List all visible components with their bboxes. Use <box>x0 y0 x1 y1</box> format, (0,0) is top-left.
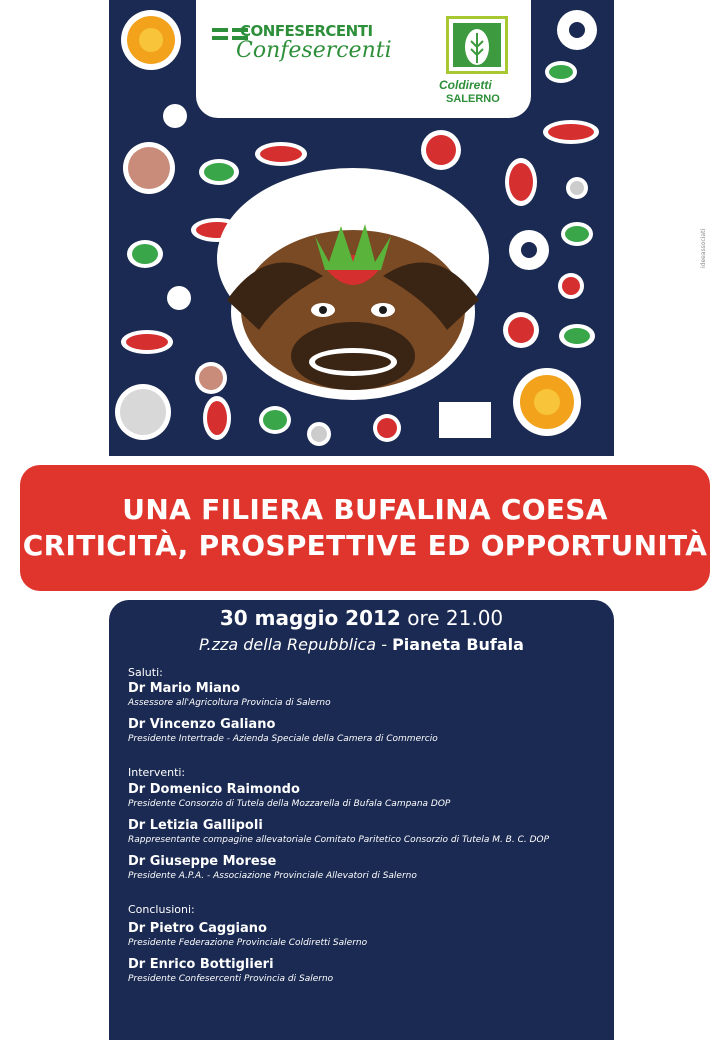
speaker-role: Rappresentante compagine allevatoriale Comitato Paritetico Consorzio di Tutela M. B. C. DOP <box>128 835 550 845</box>
wheat-icon <box>449 19 505 71</box>
event-date-time <box>109 606 614 630</box>
title-banner <box>20 465 710 591</box>
leaf-icon <box>545 61 577 83</box>
designer-credit: ideeassociati <box>700 228 707 268</box>
sun-icon <box>513 368 581 436</box>
speaker-role: Presidente Federazione Provinciale Coldiretti Salerno <box>128 938 368 948</box>
speaker-name: Dr Letizia Gallipoli <box>128 818 263 833</box>
flower-icon <box>167 286 191 310</box>
speaker-role: Presidente Confesercenti Provincia di Salerno <box>128 974 334 984</box>
event-date: 30 maggio 2012 <box>219 606 401 630</box>
speaker-name: Dr Mario Miano <box>128 681 241 696</box>
sun-icon <box>121 10 181 70</box>
leaf-icon <box>199 159 239 185</box>
strawberry-icon <box>421 130 461 170</box>
title-line-2: CRITICITÀ, PROSPETTIVE ED OPPORTUNITÀ <box>22 529 708 562</box>
confesercenti-logo-text: CONFESERCENTI <box>240 22 373 40</box>
leaf-icon <box>559 324 595 348</box>
speaker-role: Presidente Intertrade - Azienda Speciale della Camera di Commercio <box>128 734 438 744</box>
event-venue <box>109 635 614 654</box>
event-details-panel <box>109 600 614 1040</box>
section-heading-conclusioni: Conclusioni: <box>128 903 195 916</box>
pepper-icon <box>121 330 173 354</box>
seed-icon <box>307 422 331 446</box>
pepper-icon <box>505 158 537 206</box>
garlic-icon <box>115 384 171 440</box>
strawberry-icon <box>373 414 401 442</box>
speaker-role: Presidente Consorzio di Tutela della Mozzarella di Bufala Campana DOP <box>128 799 451 809</box>
pepper-icon <box>543 120 599 144</box>
leaf-icon <box>259 406 291 434</box>
strawberry-icon <box>503 312 539 348</box>
speaker-name: Dr Vincenzo Galiano <box>128 717 276 732</box>
logo-header <box>196 0 531 118</box>
title-line-1: UNA FILIERA BUFALINA COESA <box>122 493 608 526</box>
strawberry-icon <box>558 273 584 299</box>
confesercenti-logo-script: Confesercenti <box>236 38 392 63</box>
buffalo-head <box>217 168 491 438</box>
speaker-role: Presidente A.P.A. - Associazione Provinciale Allevatori di Salerno <box>128 871 417 881</box>
seed-icon <box>566 177 588 199</box>
coldiretti-logo-name: Coldiretti <box>439 78 492 92</box>
pepper-icon <box>255 142 307 166</box>
coldiretti-logo-icon <box>446 16 508 74</box>
speaker-name: Dr Domenico Raimondo <box>128 782 300 797</box>
venue-address: P.zza della Repubblica - <box>199 635 387 654</box>
leaf-icon <box>127 240 163 268</box>
mushroom-icon <box>195 362 227 394</box>
speaker-name: Dr Enrico Bottiglieri <box>128 957 274 972</box>
onion-icon <box>123 142 175 194</box>
coldiretti-logo-city: SALERNO <box>446 93 500 105</box>
section-heading-saluti: Saluti: <box>128 666 163 679</box>
flower-icon <box>163 104 187 128</box>
venue-name: Pianeta Bufala <box>392 635 524 654</box>
leaf-icon <box>561 222 593 246</box>
section-heading-interventi: Interventi: <box>128 766 186 779</box>
speaker-name: Dr Pietro Caggiano <box>128 921 267 936</box>
pepper-icon <box>203 396 231 440</box>
event-time: ore 21.00 <box>407 606 504 630</box>
flower-icon <box>509 230 549 270</box>
speaker-name: Dr Giuseppe Morese <box>128 854 277 869</box>
speaker-role: Assessore all'Agricoltura Provincia di Salerno <box>128 698 331 708</box>
flower-icon <box>557 10 597 50</box>
